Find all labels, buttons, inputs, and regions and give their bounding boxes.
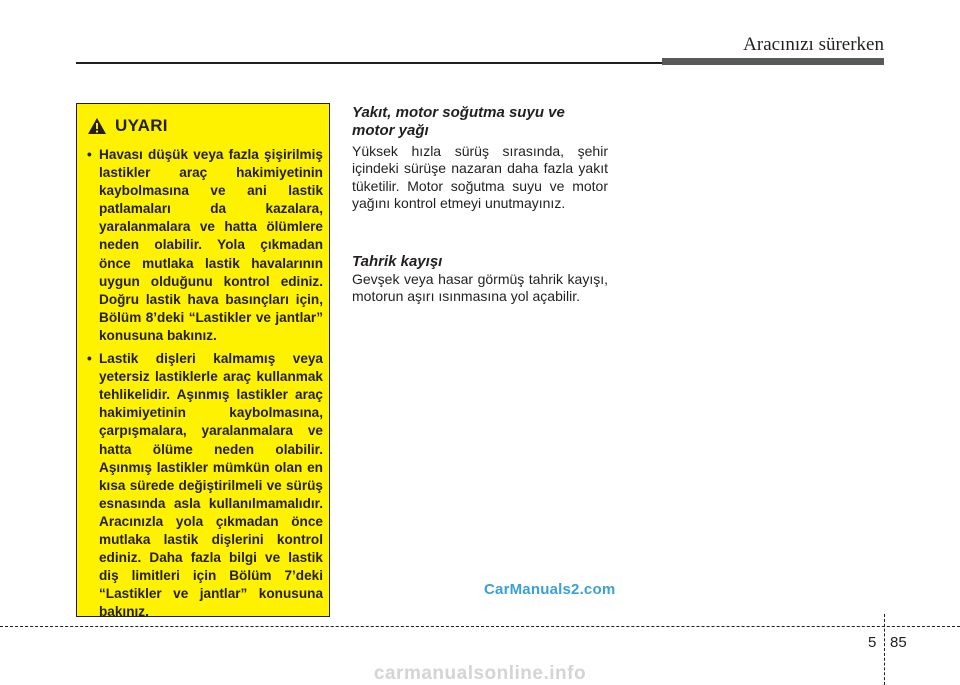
page-number: 85 [890,634,907,651]
warning-item-tread-wear: • Lastik dişleri kalmamış veya yetersiz lastiklerle araç kullanmak tehlikelidir. Aşınmış lastikler araç hakimiyetinin kaybolmasına, çarpışmalara, yaralanmalara ve hatta ölüme neden olabilir. Aşınmış lastikler mümkün olan en kısa sürede değiştirilmeli ve sürüş esnasında asla kullanılmamalıdır. Aracınızla yola çıkmadan önce mutlaka lastik dişlerini kontrol ediniz. Daha fazla bilgi ve lastik diş limitleri için Bölüm 7’deki “Lastikler ve jantlar” konusuna bakınız. [77,350,331,621]
section-body-drive-belt: Gevşek veya hasar görmüş tahrik kayışı, motorun aşırı ısınmasına yol açabilir. [352,271,608,305]
site-footer-watermark: carmanualsonline.info [373,663,587,684]
warning-item-underinflation: • Havası düşük veya fazla şişirilmiş lastikler araç hakimiyetinin kaybolmasına ve ani lastik patlamaları da kazalara, yaralanmalara ve hatta ölümlere neden olabilir. Yola çıkmadan önce mutlaka lastik havalarının uygun olduğunu kontrol ediniz. Doğru lastik hava basınçları için, Bölüm 8’deki “Lastikler ve jantlar” konusuna bakınız. [77,146,331,345]
section-heading-fuel: Yakıt, motor soğutma suyu ve motor yağı [352,104,565,139]
warning-list [77,146,331,626]
warning-triangle-icon [87,117,107,135]
page-header-title: Aracınızı sürerken [743,34,884,55]
watermark-link[interactable]: CarManuals2.com [484,581,616,598]
warning-title: UYARI [115,116,168,135]
header-bar [662,58,884,65]
warning-box [76,103,330,620]
header-rule [76,62,662,64]
warning-header [87,116,168,136]
chapter-number: 5 [868,634,877,651]
footer-rule [0,626,960,627]
section-body-fuel: Yüksek hızla sürüş sırasında, şehir içindeki sürüşe nazaran daha fazla yakıt tüketilir. Motor soğutma suyu ve motor yağını kontrol etmeyi unutmayınız. [352,143,608,212]
section-heading-drive-belt: Tahrik kayışı [352,253,443,270]
